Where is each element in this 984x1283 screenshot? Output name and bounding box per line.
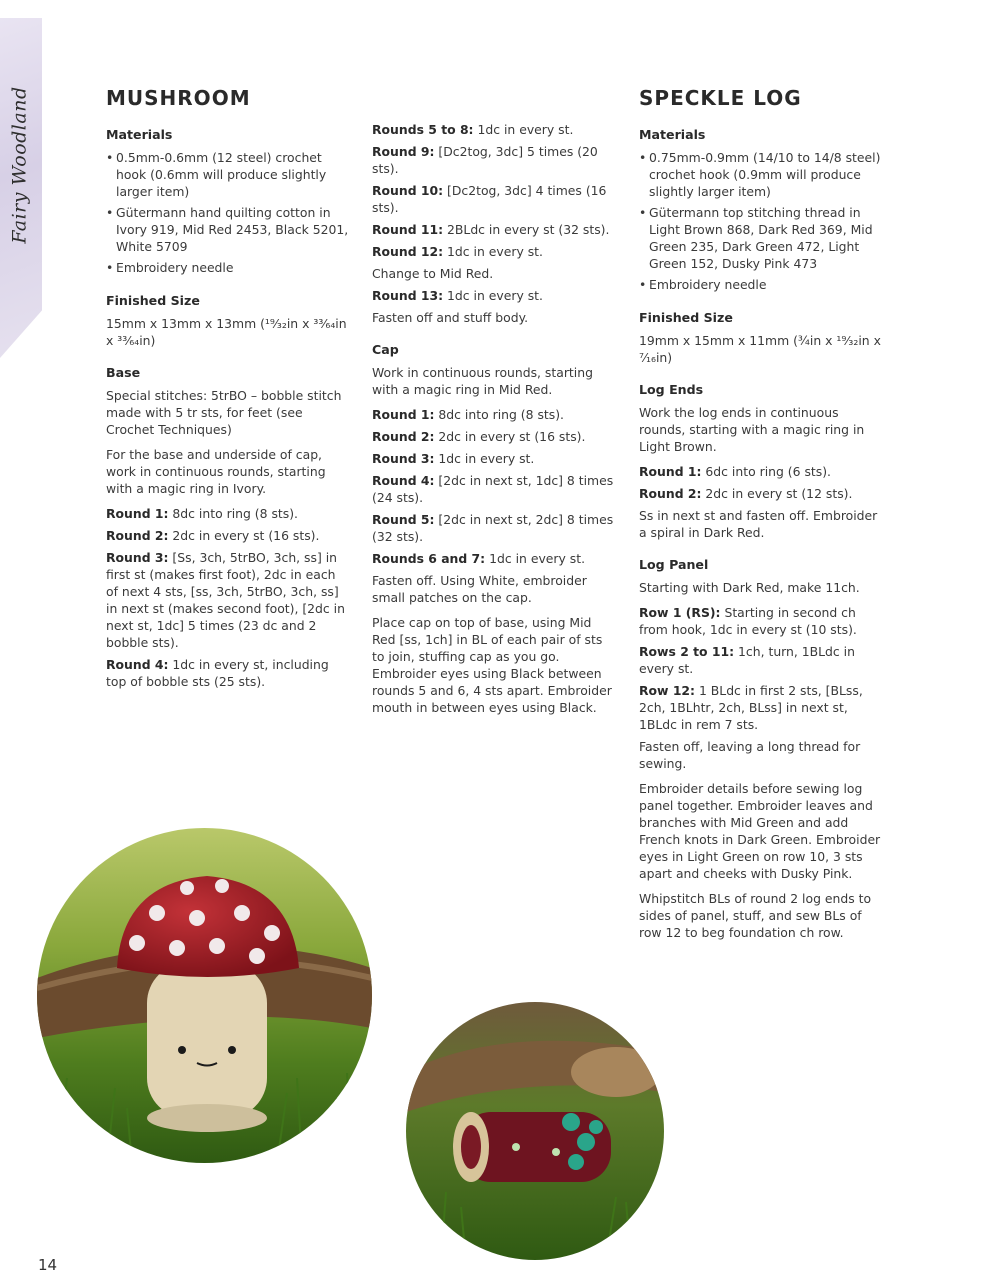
log-panel-intro: Starting with Dark Red, make 11ch.: [639, 580, 860, 595]
log-size-heading: Finished Size: [639, 310, 733, 325]
instruction-row: Round 10: [Dc2tog, 3dc] 4 times (16 sts).: [372, 183, 607, 215]
log-panel-embroider: Embroider details before sewing log panel together. Embroider leaves and branches with Mid Green and add French knots in Dark Green. Embroider eyes in Light Green on row 10, 3 sts apart and cheeks with Dusky Pink.: [639, 781, 881, 881]
instruction-row: Rounds 6 and 7: 1dc in every st.: [372, 551, 586, 566]
instruction-row: Round 4: 1dc in every st, including top of bobble sts (25 sts).: [106, 657, 329, 689]
mushroom-materials-list: [106, 149, 350, 276]
instruction-row: Round 2: 2dc in every st (16 sts).: [372, 429, 586, 444]
log-panel-whipstitch: Whipstitch BLs of round 2 log ends to sides of panel, stuff, and sew BLs of row 12 to beg foundation ch row.: [639, 891, 872, 940]
cap-heading: Cap: [372, 342, 399, 357]
instruction-row: Round 1: 6dc into ring (6 sts).: [639, 464, 831, 479]
instruction-row: Round 2: 2dc in every st (16 sts).: [106, 528, 320, 543]
materials-item: • Embroidery needle: [106, 259, 350, 276]
instruction-row: Round 3: 1dc in every st.: [372, 451, 535, 466]
cap-intro: Work in continuous rounds, starting with a magic ring in Mid Red.: [372, 365, 593, 397]
cap-assembly-note: Place cap on top of base, using Mid Red [ss, 1ch] in BL of each pair of sts to join, stuffing cap as you go. Embroider eyes using Black between rounds 5 and 6, 4 sts apart. Embroider mouth in between eyes using Black.: [372, 615, 612, 715]
materials-item: • Embroidery needle: [639, 276, 883, 293]
instruction-row: Round 1: 8dc into ring (8 sts).: [372, 407, 564, 422]
mushroom-photo: [37, 828, 372, 1163]
log-title: SPECKLE LOG: [639, 86, 802, 110]
change-colour-note: Change to Mid Red.: [372, 266, 494, 281]
base-special-stitches: Special stitches: 5trBO – bobble stitch made with 5 tr sts, for feet (see Crochet Techniques): [106, 388, 342, 437]
speckle-log-photo: [406, 1002, 664, 1260]
base-heading: Base: [106, 365, 141, 380]
cap-fasten-note: Fasten off. Using White, embroider small patches on the cap.: [372, 573, 587, 605]
log-panel-heading: Log Panel: [639, 557, 709, 572]
materials-item: • Gütermann hand quilting cotton in Ivory 919, Mid Red 2453, Black 5201, White 5709: [106, 204, 350, 255]
instruction-row: Rows 2 to 11: 1ch, turn, 1BLdc in every st.: [639, 644, 855, 676]
instruction-row: Round 12: 1dc in every st.: [372, 244, 543, 259]
log-ends-intro: Work the log ends in continuous rounds, starting with a magic ring in Light Brown.: [639, 405, 865, 454]
mushroom-size-heading: Finished Size: [106, 293, 200, 308]
base-intro: For the base and underside of cap, work in continuous rounds, starting with a magic ring in Ivory.: [106, 447, 326, 496]
mushroom-size-text: 15mm x 13mm x 13mm (¹⁹⁄₃₂in x ³³⁄₆₄in x ³³⁄₆₄in): [106, 316, 347, 348]
log-size-text: 19mm x 15mm x 11mm (¾in x ¹⁹⁄₃₂in x ⁷⁄₁₆in): [639, 333, 881, 365]
log-panel-fasten: Fasten off, leaving a long thread for sewing.: [639, 739, 861, 771]
materials-item: • 0.75mm-0.9mm (14/10 to 14/8 steel) crochet hook (0.9mm will produce slightly larger item): [639, 149, 883, 200]
page-number: 14: [38, 1256, 58, 1274]
fasten-body-note: Fasten off and stuff body.: [372, 310, 529, 325]
mushroom-continued-column: [372, 121, 616, 721]
materials-item: • 0.5mm-0.6mm (12 steel) crochet hook (0.6mm will produce slightly larger item): [106, 149, 350, 200]
mushroom-title: MUSHROOM: [106, 86, 251, 110]
log-ends-heading: Log Ends: [639, 382, 704, 397]
instruction-row: Round 1: 8dc into ring (8 sts).: [106, 506, 298, 521]
instruction-row: Round 5: [2dc in next st, 2dc] 8 times (32 sts).: [372, 512, 614, 544]
mushroom-materials-heading: Materials: [106, 127, 173, 142]
materials-item: • Gütermann top stitching thread in Light Brown 868, Dark Red 369, Mid Green 235, Dark Green 472, Light Green 152, Dusky Pink 473: [639, 204, 883, 272]
instruction-row: Round 9: [Dc2tog, 3dc] 5 times (20 sts).: [372, 144, 598, 176]
instruction-row: Row 1 (RS): Starting in second ch from hook, 1dc in every st (10 sts).: [639, 605, 857, 637]
instruction-row: Round 2: 2dc in every st (12 sts).: [639, 486, 853, 501]
instruction-row: Round 3: [Ss, 3ch, 5trBO, 3ch, ss] in first st (makes first foot), 2dc in each of next 4 sts, [ss, 3ch, 5trBO, 3ch, ss] in next st (makes second foot), [2dc in next st, 1dc] 5 times (23 dc and 2 bobble sts).: [106, 550, 345, 650]
instruction-row: Round 4: [2dc in next st, 1dc] 8 times (24 sts).: [372, 473, 614, 505]
instruction-row: Rounds 5 to 8: 1dc in every st.: [372, 122, 574, 137]
log-materials-heading: Materials: [639, 127, 706, 142]
instruction-row: Round 11: 2BLdc in every st (32 sts).: [372, 222, 610, 237]
log-materials-list: [639, 149, 883, 293]
log-column: [639, 86, 883, 946]
instruction-row: Round 13: 1dc in every st.: [372, 288, 543, 303]
instruction-row: Row 12: 1 BLdc in first 2 sts, [BLss, 2ch, 1BLhtr, 2ch, BLss] in next st, 1BLdc in rem 7 sts.: [639, 683, 863, 732]
chapter-tab-label: Fairy Woodland: [9, 86, 31, 244]
log-ends-fasten: Ss in next st and fasten off. Embroider a spiral in Dark Red.: [639, 508, 878, 540]
mushroom-column: [106, 86, 350, 695]
